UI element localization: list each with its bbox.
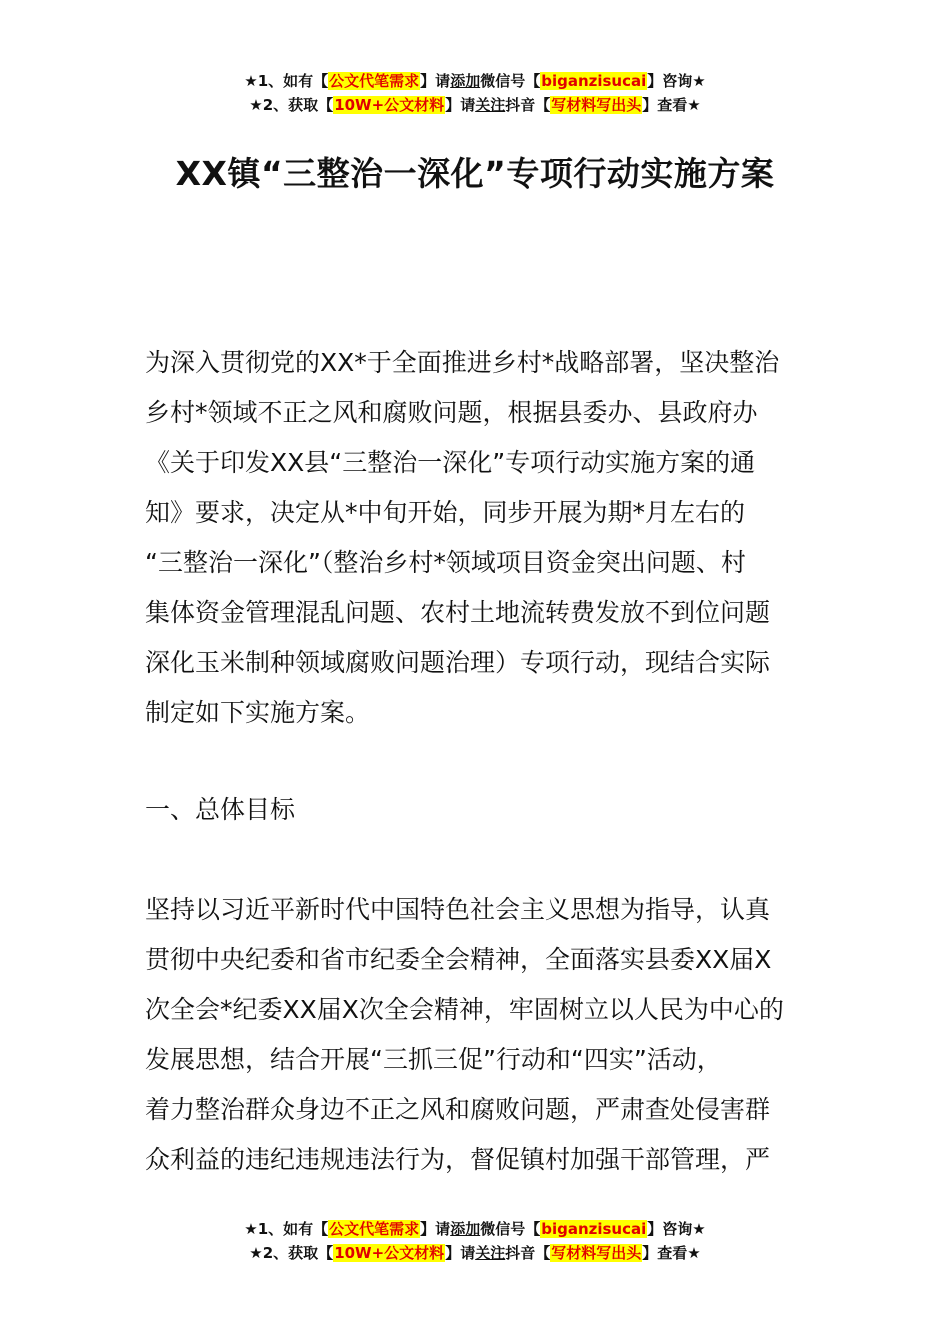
promo-text: 抖音【 [505,96,551,114]
promo-line-2 [0,93,950,117]
promo-text: 微信号【 [480,1220,541,1238]
promo-text: 】咨询★ [647,72,706,90]
promo-banner-bottom [0,1217,950,1265]
promo-highlight: 10W+公文材料 [334,1244,445,1262]
intro-paragraph [145,338,810,738]
promo-highlight: biganzisucai [541,72,647,90]
promo-highlight: 10W+公文材料 [334,96,445,114]
section1-paragraph [145,885,810,1185]
promo-underlined: 关注 [475,96,506,114]
promo-highlight: 写材料写出头 [551,1244,642,1262]
promo-text: 】请 [420,1220,451,1238]
promo-line-1 [0,69,950,93]
promo-highlight: 写材料写出头 [551,96,642,114]
promo-text: 】查看★ [642,1244,701,1262]
promo-text: 】请 [445,96,476,114]
promo-highlight: 公文代笔需求 [329,1220,420,1238]
promo-highlight: biganzisucai [541,1220,647,1238]
paragraph-line: 贯彻中央纪委和省市纪委全会精神，全面落实县委XX届X [145,945,772,974]
promo-text: 抖音【 [505,1244,551,1262]
promo-text: 】查看★ [642,96,701,114]
promo-underlined: 关注 [475,1244,506,1262]
promo-line-2 [0,1241,950,1265]
paragraph-line: 制定如下实施方案。 [145,698,371,727]
promo-text: 】请 [445,1244,476,1262]
promo-text: ★2、获取【 [249,96,334,114]
paragraph-line: 着力整治群众身边不正之风和腐败问题，严肃查处侵害群 [145,1095,771,1124]
paragraph-line: 坚持以习近平新时代中国特色社会主义思想为指导，认真 [145,895,771,924]
paragraph-line: 乡村*领域不正之风和腐败问题，根据县委办、县政府办 [145,398,758,427]
paragraph-line: 深化玉米制种领域腐败问题治理）专项行动，现结合实际 [145,648,771,677]
paragraph-line: 次全会*纪委XX届X次全会精神，牢固树立以人民为中心的 [145,995,784,1024]
promo-underlined: 添加 [450,72,481,90]
promo-text: ★2、获取【 [249,1244,334,1262]
promo-text: 】咨询★ [647,1220,706,1238]
promo-banner-top [0,69,950,117]
promo-line-1 [0,1217,950,1241]
promo-text: ★1、如有【 [244,72,329,90]
paragraph-line: 众利益的违纪违规违法行为，督促镇村加强干部管理，严 [145,1145,771,1174]
promo-underlined: 添加 [450,1220,481,1238]
promo-text: 】请 [420,72,451,90]
paragraph-line: 为深入贯彻党的XX*于全面推进乡村*战略部署，坚决整治 [145,348,780,377]
paragraph-line: 知》要求，决定从*中旬开始，同步开展为期*月左右的 [145,498,746,527]
promo-highlight: 公文代笔需求 [329,72,420,90]
document-title: XX镇“三整治一深化”专项行动实施方案 [175,154,775,193]
paragraph-line: 集体资金管理混乱问题、农村土地流转费发放不到位问题 [145,598,771,627]
promo-text: ★1、如有【 [244,1220,329,1238]
paragraph-line: 《关于印发XX县“三整治一深化”专项行动实施方案的通 [145,448,756,477]
promo-text: 微信号【 [480,72,541,90]
section-heading: 一、总体目标 [145,795,296,824]
paragraph-line: “三整治一深化”（整治乡村*领域项目资金突出问题、村 [145,548,746,577]
paragraph-line: 发展思想，结合开展“三抓三促”行动和“四实”活动， [145,1045,722,1074]
